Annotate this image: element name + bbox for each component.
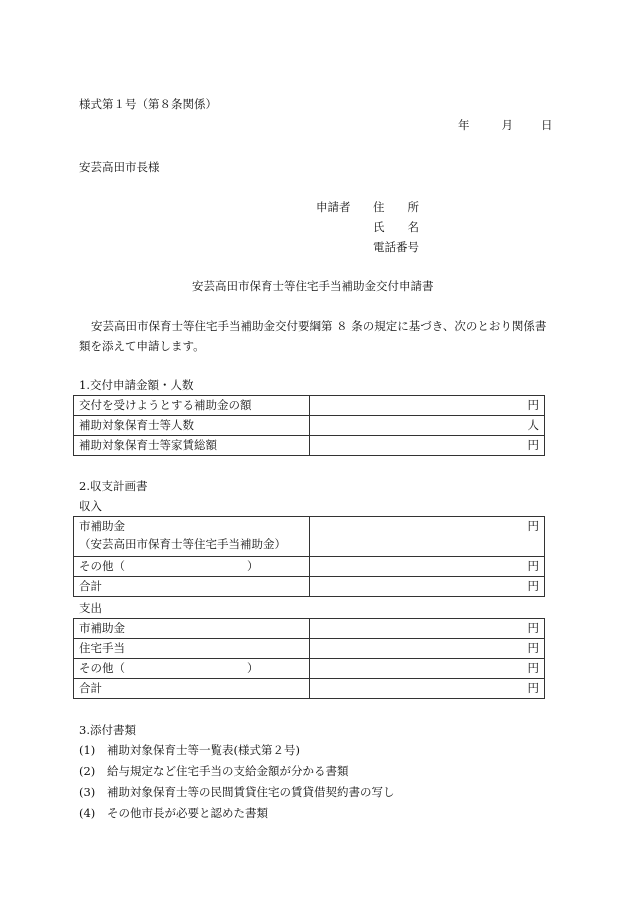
row-label[interactable] (74, 557, 310, 577)
table-row (74, 396, 545, 416)
amount-cell[interactable] (310, 679, 545, 699)
amount-cell[interactable] (310, 577, 545, 597)
item-text: 給与規定など住宅手当の支給金額が分かる書類 (107, 764, 349, 778)
row-label: 市補助金 (74, 619, 310, 639)
unit-label: 円 (527, 438, 539, 452)
list-item (79, 763, 349, 779)
unit-label: 円 (527, 621, 539, 635)
row-label[interactable] (74, 659, 310, 679)
list-item (79, 784, 395, 800)
table-row (74, 436, 545, 456)
unit-label: 円 (527, 559, 539, 573)
row-label (74, 517, 310, 557)
list-item (79, 742, 300, 758)
item-number: (4) (79, 806, 96, 820)
body-text: 安芸高田市保育士等住宅手当補助金交付要綱第 ８ 条の規定に基づき、次のとおり関係書類を添えて申請します。 (79, 319, 547, 353)
section1-heading: 1.交付申請金額・人数 (79, 378, 194, 392)
applicant-name-label: 氏 名 (373, 220, 419, 234)
amount-cell[interactable] (310, 396, 545, 416)
other-close: ） (247, 661, 259, 675)
date-year: 年 (458, 118, 470, 132)
section3-heading: 3.添付書類 (79, 723, 136, 737)
table-row (74, 577, 545, 597)
table-row (74, 416, 545, 436)
other-open: その他（ (79, 559, 125, 573)
income-subsidy-sub: （安芸高田市保育士等住宅手当補助金） (79, 537, 286, 551)
row-label: 合計 (74, 577, 310, 597)
unit-label: 円 (527, 681, 539, 695)
application-amount-table (73, 395, 545, 456)
addressee: 安芸高田市長様 (79, 160, 160, 174)
date-day: 日 (541, 118, 553, 132)
table-row (74, 679, 545, 699)
unit-label: 人 (527, 418, 539, 432)
expense-label: 支出 (79, 601, 102, 615)
table-row (74, 557, 545, 577)
amount-cell[interactable] (310, 659, 545, 679)
unit-label: 円 (527, 661, 539, 675)
item-text: 補助対象保育士等一覧表(様式第２号) (107, 743, 300, 757)
date-month: 月 (501, 118, 513, 132)
item-text: その他市長が必要と認めた書類 (107, 806, 268, 820)
item-number: (3) (79, 785, 96, 799)
amount-cell[interactable] (310, 557, 545, 577)
document-title: 安芸高田市保育士等住宅手当補助金交付申請書 (192, 279, 434, 293)
unit-label: 円 (527, 398, 539, 412)
list-item (79, 805, 268, 821)
other-close: ） (247, 559, 259, 573)
item-number: (1) (79, 743, 96, 757)
row-label: 合計 (74, 679, 310, 699)
applicant-phone-label: 電話番号 (373, 240, 419, 254)
unit-label: 円 (527, 519, 539, 533)
amount-cell[interactable] (310, 517, 545, 557)
unit-label: 円 (527, 641, 539, 655)
income-label: 収入 (79, 499, 102, 513)
row-label: 住宅手当 (74, 639, 310, 659)
expense-table (73, 618, 545, 699)
income-subsidy-label: 市補助金 (79, 519, 125, 533)
applicant-label: 申請者 (316, 200, 351, 214)
income-table (73, 516, 545, 597)
amount-cell[interactable] (310, 416, 545, 436)
table-row (74, 659, 545, 679)
row-label: 補助対象保育士等家賃総額 (74, 436, 310, 456)
other-open: その他（ (79, 661, 125, 675)
form-number: 様式第１号（第８条関係） (79, 97, 217, 111)
table-row (74, 619, 545, 639)
table-row (74, 517, 545, 557)
item-text: 補助対象保育士等の民間賃貸住宅の賃貸借契約書の写し (107, 785, 395, 799)
amount-cell[interactable] (310, 436, 545, 456)
row-label: 補助対象保育士等人数 (74, 416, 310, 436)
table-row (74, 639, 545, 659)
amount-cell[interactable] (310, 639, 545, 659)
amount-cell[interactable] (310, 619, 545, 639)
section2-heading: 2.収支計画書 (79, 479, 148, 493)
item-number: (2) (79, 764, 96, 778)
unit-label: 円 (527, 579, 539, 593)
applicant-address-label: 住 所 (373, 200, 419, 214)
date-line (458, 117, 553, 133)
row-label: 交付を受けようとする補助金の額 (74, 396, 310, 416)
